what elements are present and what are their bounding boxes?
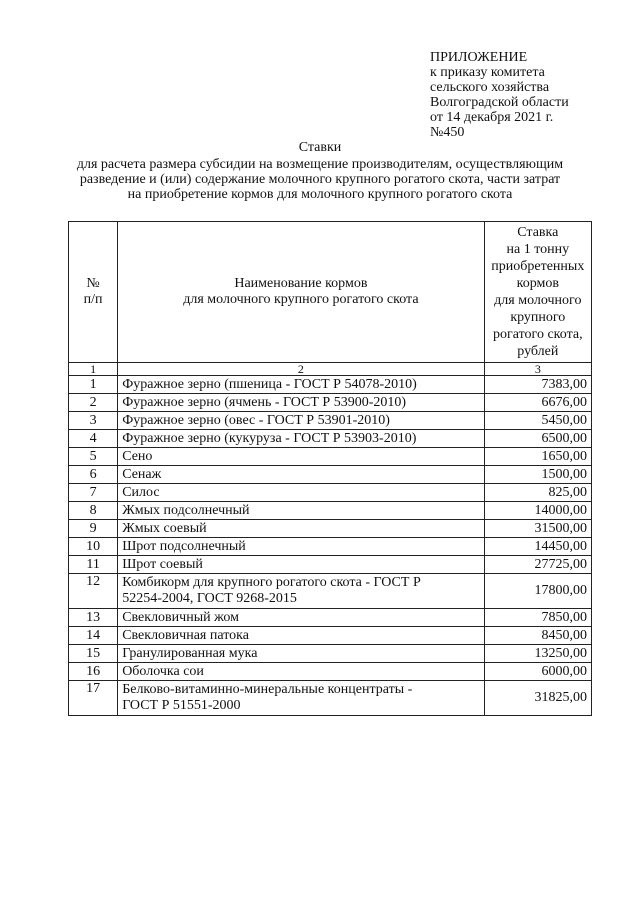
header-rate [484, 222, 591, 363]
row-name-line: Комбикорм для крупного рогатого скота - ГОСТ Р [122, 575, 421, 590]
appendix-line: сельского хозяйства [430, 80, 550, 95]
row-rate: 31825,00 [484, 681, 591, 716]
row-num: 3 [69, 412, 118, 430]
row-num: 13 [69, 609, 118, 627]
table-row [69, 376, 592, 394]
row-rate: 6000,00 [484, 663, 591, 681]
table-row [69, 484, 592, 502]
row-num: 15 [69, 645, 118, 663]
appendix-line: ПРИЛОЖЕНИЕ [430, 50, 528, 65]
header-name [118, 222, 484, 363]
row-name: Жмых подсолнечный [118, 502, 484, 520]
header-rate-line: на 1 тонну [506, 242, 570, 257]
header-rate-line: Ставка [517, 225, 559, 240]
row-rate: 31500,00 [484, 520, 591, 538]
row-name: Силос [118, 484, 484, 502]
row-num: 9 [69, 520, 118, 538]
row-name: Шрот соевый [118, 556, 484, 574]
header-rate-line: для молочного [494, 293, 582, 308]
row-rate: 1650,00 [484, 448, 591, 466]
row-rate: 13250,00 [484, 645, 591, 663]
table-row [69, 681, 592, 716]
row-rate: 5450,00 [484, 412, 591, 430]
row-rate: 7383,00 [484, 376, 591, 394]
row-rate: 8450,00 [484, 627, 591, 645]
table-row [69, 663, 592, 681]
row-num: 1 [69, 376, 118, 394]
row-rate: 6500,00 [484, 430, 591, 448]
table-row [69, 538, 592, 556]
header-rate-line: рублей [517, 344, 559, 359]
row-rate: 6676,00 [484, 394, 591, 412]
rates-table [68, 221, 592, 716]
column-number: 2 [118, 363, 484, 376]
appendix-block [430, 50, 569, 140]
header-name-line: для молочного крупного рогатого скота [183, 292, 419, 307]
table-header-row [69, 222, 592, 363]
appendix-line: №450 [430, 125, 465, 140]
row-name: Шрот подсолнечный [118, 538, 484, 556]
document-title [40, 140, 600, 202]
row-num: 16 [69, 663, 118, 681]
row-name: Фуражное зерно (овес - ГОСТ Р 53901-2010) [118, 412, 484, 430]
row-name: Свекловичный жом [118, 609, 484, 627]
table-row [69, 520, 592, 538]
row-name: Гранулированная мука [118, 645, 484, 663]
row-num: 10 [69, 538, 118, 556]
column-number: 1 [69, 363, 118, 376]
row-rate: 1500,00 [484, 466, 591, 484]
row-rate: 14450,00 [484, 538, 591, 556]
table-row [69, 609, 592, 627]
row-name-line: 52254-2004, ГОСТ 9268-2015 [122, 591, 297, 606]
header-rate-line: приобретенных [491, 259, 585, 274]
table-row [69, 412, 592, 430]
row-num: 11 [69, 556, 118, 574]
row-num: 17 [69, 681, 118, 716]
row-name: Свекловичная патока [118, 627, 484, 645]
row-name: Оболочка сои [118, 663, 484, 681]
table-row [69, 574, 592, 609]
header-rate-line: кормов [516, 276, 559, 291]
row-rate: 825,00 [484, 484, 591, 502]
header-rate-line: крупного [510, 310, 566, 325]
table-row [69, 627, 592, 645]
row-num: 14 [69, 627, 118, 645]
table-row [69, 394, 592, 412]
header-num-line: п/п [83, 292, 103, 307]
table-row [69, 448, 592, 466]
row-name: Фуражное зерно (ячмень - ГОСТ Р 53900-2010) [118, 394, 484, 412]
row-num: 6 [69, 466, 118, 484]
row-name [118, 681, 484, 716]
row-name: Сено [118, 448, 484, 466]
column-numbers-row [69, 363, 592, 376]
header-num-line: № [86, 276, 100, 291]
row-name [118, 574, 484, 609]
appendix-line: Волгоградской области [430, 95, 569, 110]
table-row [69, 645, 592, 663]
row-num: 8 [69, 502, 118, 520]
appendix-line: к приказу комитета [430, 65, 545, 80]
header-name-line: Наименование кормов [234, 276, 368, 291]
column-number: 3 [484, 363, 591, 376]
row-rate: 14000,00 [484, 502, 591, 520]
row-num: 5 [69, 448, 118, 466]
title-line: для расчета размера субсидии на возмещение производителям, осуществляющим [76, 157, 564, 172]
row-name-line: ГОСТ Р 51551-2000 [122, 698, 241, 713]
header-rate-line: рогатого скота, [493, 327, 583, 342]
table-row [69, 556, 592, 574]
title-line: на приобретение кормов для молочного крупного рогатого скота [127, 187, 513, 202]
row-name: Фуражное зерно (пшеница - ГОСТ Р 54078-2010) [118, 376, 484, 394]
table-row [69, 430, 592, 448]
row-rate: 7850,00 [484, 609, 591, 627]
row-rate: 17800,00 [484, 574, 591, 609]
row-num: 2 [69, 394, 118, 412]
title-line: разведение и (или) содержание молочного крупного рогатого скота, части затрат [79, 172, 561, 187]
row-name: Жмых соевый [118, 520, 484, 538]
row-name: Фуражное зерно (кукуруза - ГОСТ Р 53903-2010) [118, 430, 484, 448]
header-num [69, 222, 118, 363]
row-name-line: Белково-витаминно-минеральные концентраты - [122, 682, 413, 697]
appendix-line: от 14 декабря 2021 г. [430, 110, 554, 125]
table-row [69, 502, 592, 520]
row-num: 7 [69, 484, 118, 502]
row-rate: 27725,00 [484, 556, 591, 574]
title-heading: Ставки [298, 140, 342, 155]
row-num: 4 [69, 430, 118, 448]
row-num: 12 [69, 574, 118, 609]
row-name: Сенаж [118, 466, 484, 484]
table-row [69, 466, 592, 484]
